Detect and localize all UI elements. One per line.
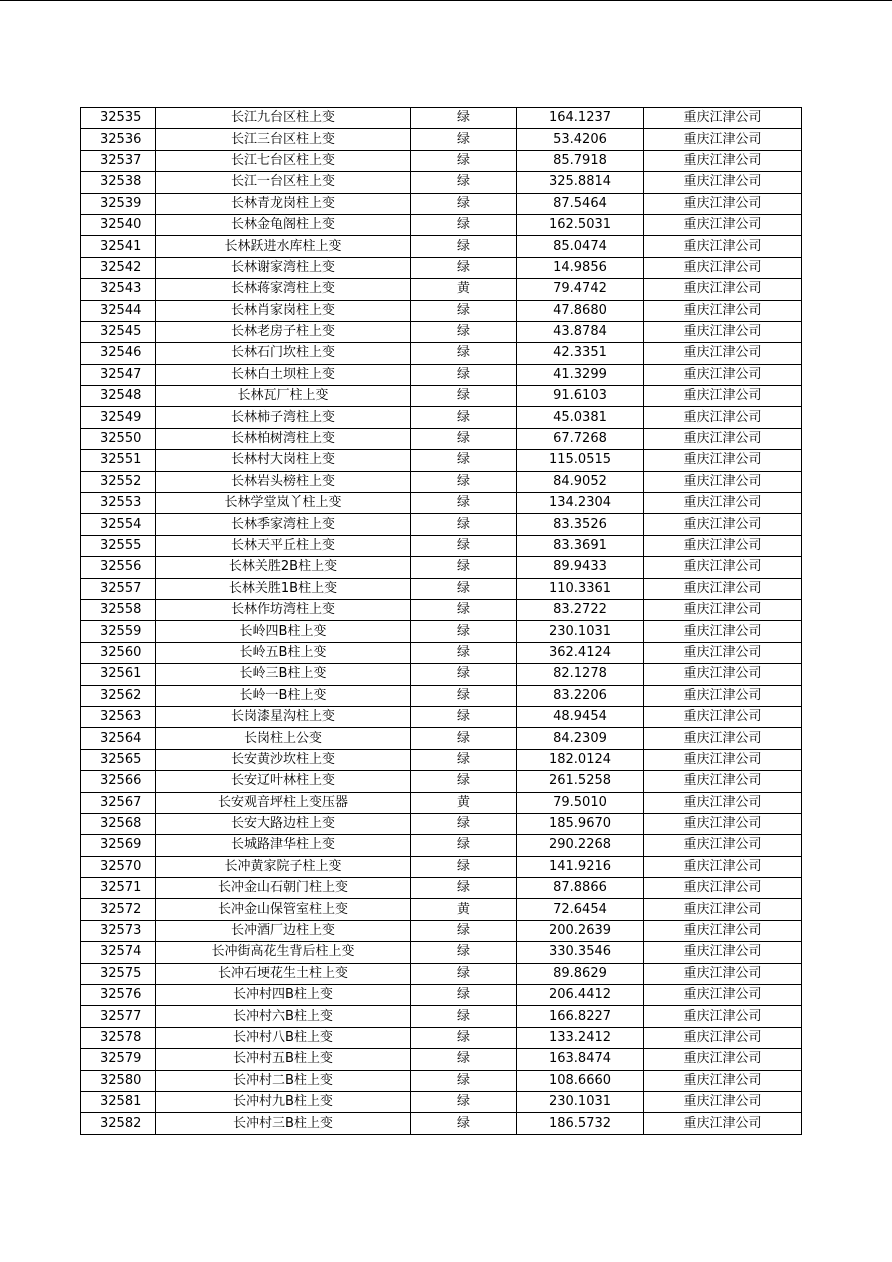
cell-id: 32565 [81,749,156,770]
cell-value: 133.2412 [517,1027,644,1048]
cell-company: 重庆江津公司 [644,621,802,642]
cell-value: 330.3546 [517,942,644,963]
cell-company: 重庆江津公司 [644,514,802,535]
cell-value: 230.1031 [517,1091,644,1112]
cell-name: 长安辽叶林柱上变 [156,771,411,792]
cell-color: 绿 [411,514,517,535]
cell-value: 164.1237 [517,108,644,129]
cell-value: 362.4124 [517,642,644,663]
cell-color: 绿 [411,985,517,1006]
cell-value: 79.4742 [517,279,644,300]
cell-company: 重庆江津公司 [644,771,802,792]
cell-company: 重庆江津公司 [644,1049,802,1070]
cell-company: 重庆江津公司 [644,535,802,556]
cell-value: 290.2268 [517,835,644,856]
cell-color: 绿 [411,236,517,257]
table-row [81,920,802,941]
table-row [81,343,802,364]
cell-id: 32541 [81,236,156,257]
cell-company: 重庆江津公司 [644,1027,802,1048]
cell-name: 长冲酒厂边柱上变 [156,920,411,941]
cell-id: 32535 [81,108,156,129]
transformer-table [80,107,802,1135]
cell-id: 32576 [81,985,156,1006]
cell-value: 83.2722 [517,599,644,620]
cell-company: 重庆江津公司 [644,792,802,813]
cell-color: 绿 [411,664,517,685]
cell-company: 重庆江津公司 [644,343,802,364]
cell-name: 长冲金山石朝门柱上变 [156,878,411,899]
cell-value: 53.4206 [517,129,644,150]
table-row [81,193,802,214]
cell-color: 绿 [411,1006,517,1027]
cell-company: 重庆江津公司 [644,471,802,492]
cell-value: 141.9216 [517,856,644,877]
table-row [81,279,802,300]
cell-value: 47.8680 [517,300,644,321]
cell-company: 重庆江津公司 [644,599,802,620]
cell-value: 83.2206 [517,685,644,706]
cell-id: 32569 [81,835,156,856]
cell-value: 89.9433 [517,557,644,578]
cell-color: 绿 [411,813,517,834]
cell-color: 绿 [411,150,517,171]
cell-name: 长林青龙岗柱上变 [156,193,411,214]
cell-color: 绿 [411,172,517,193]
cell-value: 43.8784 [517,321,644,342]
table-row [81,856,802,877]
table-row [81,1091,802,1112]
cell-id: 32561 [81,664,156,685]
cell-name: 长林关胜1B柱上变 [156,578,411,599]
cell-id: 32545 [81,321,156,342]
cell-value: 82.1278 [517,664,644,685]
cell-name: 长岗柱上公变 [156,728,411,749]
cell-name: 长冲村二B柱上变 [156,1070,411,1091]
cell-color: 绿 [411,728,517,749]
cell-id: 32564 [81,728,156,749]
cell-company: 重庆江津公司 [644,728,802,749]
cell-company: 重庆江津公司 [644,578,802,599]
cell-name: 长林金龟阁柱上变 [156,214,411,235]
cell-color: 黄 [411,279,517,300]
cell-color: 绿 [411,535,517,556]
cell-company: 重庆江津公司 [644,1091,802,1112]
cell-color: 绿 [411,1027,517,1048]
table-row [81,835,802,856]
cell-id: 32537 [81,150,156,171]
table-row [81,942,802,963]
cell-company: 重庆江津公司 [644,1006,802,1027]
table-body [81,108,802,1135]
cell-id: 32544 [81,300,156,321]
cell-color: 绿 [411,1091,517,1112]
cell-company: 重庆江津公司 [644,856,802,877]
cell-company: 重庆江津公司 [644,963,802,984]
cell-id: 32554 [81,514,156,535]
cell-value: 87.5464 [517,193,644,214]
cell-color: 绿 [411,835,517,856]
cell-value: 85.7918 [517,150,644,171]
cell-id: 32573 [81,920,156,941]
cell-company: 重庆江津公司 [644,150,802,171]
cell-value: 89.8629 [517,963,644,984]
cell-company: 重庆江津公司 [644,236,802,257]
cell-value: 83.3691 [517,535,644,556]
cell-id: 32575 [81,963,156,984]
cell-name: 长林蒋家湾柱上变 [156,279,411,300]
table-row [81,728,802,749]
cell-color: 绿 [411,407,517,428]
cell-id: 32577 [81,1006,156,1027]
table-row [81,878,802,899]
cell-company: 重庆江津公司 [644,172,802,193]
cell-color: 绿 [411,685,517,706]
cell-value: 14.9856 [517,257,644,278]
cell-company: 重庆江津公司 [644,214,802,235]
cell-name: 长林老房子柱上变 [156,321,411,342]
table-row [81,214,802,235]
cell-company: 重庆江津公司 [644,749,802,770]
cell-name: 长江七台区柱上变 [156,150,411,171]
table-row [81,599,802,620]
table-row [81,706,802,727]
cell-value: 200.2639 [517,920,644,941]
cell-name: 长岭一B柱上变 [156,685,411,706]
table-row [81,172,802,193]
cell-company: 重庆江津公司 [644,1070,802,1091]
cell-company: 重庆江津公司 [644,193,802,214]
cell-name: 长林天平丘柱上变 [156,535,411,556]
cell-name: 长林瓦厂柱上变 [156,386,411,407]
cell-id: 32579 [81,1049,156,1070]
table-row [81,685,802,706]
cell-company: 重庆江津公司 [644,985,802,1006]
cell-value: 182.0124 [517,749,644,770]
cell-value: 83.3526 [517,514,644,535]
cell-name: 长江一台区柱上变 [156,172,411,193]
cell-name: 长安黄沙坎柱上变 [156,749,411,770]
cell-name: 长安大路边柱上变 [156,813,411,834]
cell-value: 162.5031 [517,214,644,235]
cell-name: 长冲村六B柱上变 [156,1006,411,1027]
cell-company: 重庆江津公司 [644,364,802,385]
cell-company: 重庆江津公司 [644,279,802,300]
cell-value: 134.2304 [517,493,644,514]
cell-company: 重庆江津公司 [644,557,802,578]
table-row [81,1113,802,1134]
table-row [81,813,802,834]
cell-company: 重庆江津公司 [644,321,802,342]
cell-value: 115.0515 [517,450,644,471]
cell-name: 长岭三B柱上变 [156,664,411,685]
cell-company: 重庆江津公司 [644,108,802,129]
cell-color: 绿 [411,364,517,385]
table-row [81,1027,802,1048]
cell-name: 长林学堂岚丫柱上变 [156,493,411,514]
cell-company: 重庆江津公司 [644,129,802,150]
cell-color: 绿 [411,642,517,663]
cell-name: 长林岩头榜柱上变 [156,471,411,492]
cell-name: 长冲金山保管室柱上变 [156,899,411,920]
cell-id: 32549 [81,407,156,428]
cell-color: 绿 [411,1049,517,1070]
cell-color: 绿 [411,1113,517,1134]
cell-value: 84.2309 [517,728,644,749]
cell-value: 110.3361 [517,578,644,599]
cell-value: 91.6103 [517,386,644,407]
cell-company: 重庆江津公司 [644,1113,802,1134]
cell-name: 长冲村九B柱上变 [156,1091,411,1112]
cell-color: 绿 [411,428,517,449]
cell-name: 长冲村四B柱上变 [156,985,411,1006]
cell-id: 32570 [81,856,156,877]
table-row [81,471,802,492]
cell-color: 绿 [411,300,517,321]
table-row [81,129,802,150]
cell-color: 绿 [411,129,517,150]
cell-id: 32568 [81,813,156,834]
cell-value: 325.8814 [517,172,644,193]
cell-name: 长林作坊湾柱上变 [156,599,411,620]
table-row [81,963,802,984]
cell-color: 绿 [411,450,517,471]
cell-id: 32546 [81,343,156,364]
cell-company: 重庆江津公司 [644,920,802,941]
table-row [81,150,802,171]
cell-id: 32555 [81,535,156,556]
cell-id: 32581 [81,1091,156,1112]
cell-value: 108.6660 [517,1070,644,1091]
cell-company: 重庆江津公司 [644,428,802,449]
cell-id: 32556 [81,557,156,578]
cell-id: 32580 [81,1070,156,1091]
cell-name: 长城路津华柱上变 [156,835,411,856]
cell-value: 79.5010 [517,792,644,813]
cell-color: 绿 [411,856,517,877]
table-row [81,257,802,278]
cell-color: 绿 [411,193,517,214]
cell-color: 绿 [411,878,517,899]
cell-name: 长林跃进水库柱上变 [156,236,411,257]
table-row [81,771,802,792]
cell-id: 32562 [81,685,156,706]
cell-color: 黄 [411,792,517,813]
cell-color: 绿 [411,343,517,364]
table-row [81,535,802,556]
cell-id: 32551 [81,450,156,471]
table-row [81,428,802,449]
cell-value: 185.9670 [517,813,644,834]
cell-company: 重庆江津公司 [644,450,802,471]
cell-name: 长冲黄家院子柱上变 [156,856,411,877]
cell-company: 重庆江津公司 [644,835,802,856]
table-row [81,642,802,663]
cell-value: 42.3351 [517,343,644,364]
cell-value: 67.7268 [517,428,644,449]
table-row [81,407,802,428]
cell-value: 87.8866 [517,878,644,899]
cell-id: 32559 [81,621,156,642]
cell-name: 长林谢家湾柱上变 [156,257,411,278]
cell-color: 绿 [411,599,517,620]
cell-value: 166.8227 [517,1006,644,1027]
table-row [81,514,802,535]
table-row [81,108,802,129]
cell-name: 长林柿子湾柱上变 [156,407,411,428]
cell-color: 绿 [411,963,517,984]
cell-id: 32558 [81,599,156,620]
cell-name: 长江三台区柱上变 [156,129,411,150]
cell-name: 长冲村五B柱上变 [156,1049,411,1070]
cell-id: 32539 [81,193,156,214]
table-row [81,557,802,578]
table-row [81,386,802,407]
cell-value: 206.4412 [517,985,644,1006]
cell-name: 长岭五B柱上变 [156,642,411,663]
cell-value: 72.6454 [517,899,644,920]
cell-color: 绿 [411,942,517,963]
table-row [81,1006,802,1027]
cell-value: 41.3299 [517,364,644,385]
cell-name: 长安观音坪柱上变压器 [156,792,411,813]
cell-id: 32536 [81,129,156,150]
table-row [81,664,802,685]
cell-color: 绿 [411,771,517,792]
cell-id: 32557 [81,578,156,599]
cell-id: 32571 [81,878,156,899]
table-row [81,749,802,770]
cell-company: 重庆江津公司 [644,493,802,514]
cell-color: 绿 [411,493,517,514]
table-row [81,985,802,1006]
cell-id: 32574 [81,942,156,963]
cell-company: 重庆江津公司 [644,706,802,727]
cell-value: 230.1031 [517,621,644,642]
cell-id: 32543 [81,279,156,300]
table-row [81,578,802,599]
cell-company: 重庆江津公司 [644,386,802,407]
cell-value: 84.9052 [517,471,644,492]
cell-id: 32547 [81,364,156,385]
cell-color: 绿 [411,214,517,235]
cell-name: 长岗漆星沟柱上变 [156,706,411,727]
table-row [81,621,802,642]
cell-color: 绿 [411,706,517,727]
table-row [81,300,802,321]
cell-color: 绿 [411,257,517,278]
cell-id: 32548 [81,386,156,407]
cell-value: 45.0381 [517,407,644,428]
cell-name: 长岭四B柱上变 [156,621,411,642]
cell-name: 长江九台区柱上变 [156,108,411,129]
table-row [81,899,802,920]
cell-color: 黄 [411,899,517,920]
cell-name: 长冲街高花生背后柱上变 [156,942,411,963]
cell-color: 绿 [411,749,517,770]
cell-name: 长林村大岗柱上变 [156,450,411,471]
cell-company: 重庆江津公司 [644,899,802,920]
cell-color: 绿 [411,471,517,492]
cell-id: 32572 [81,899,156,920]
cell-value: 48.9454 [517,706,644,727]
table-row [81,493,802,514]
cell-value: 85.0474 [517,236,644,257]
page-top-rule [0,0,892,1]
table-row [81,1049,802,1070]
cell-company: 重庆江津公司 [644,257,802,278]
cell-id: 32550 [81,428,156,449]
cell-name: 长林石门坎柱上变 [156,343,411,364]
cell-name: 长冲村三B柱上变 [156,1113,411,1134]
cell-id: 32578 [81,1027,156,1048]
cell-color: 绿 [411,386,517,407]
cell-id: 32566 [81,771,156,792]
cell-id: 32553 [81,493,156,514]
cell-name: 长林柏树湾柱上变 [156,428,411,449]
cell-company: 重庆江津公司 [644,942,802,963]
cell-company: 重庆江津公司 [644,407,802,428]
table-row [81,450,802,471]
cell-value: 163.8474 [517,1049,644,1070]
cell-name: 长林白土坝柱上变 [156,364,411,385]
cell-id: 32567 [81,792,156,813]
cell-company: 重庆江津公司 [644,664,802,685]
cell-id: 32563 [81,706,156,727]
cell-color: 绿 [411,621,517,642]
table-row [81,1070,802,1091]
cell-company: 重庆江津公司 [644,878,802,899]
cell-name: 长林季家湾柱上变 [156,514,411,535]
cell-name: 长林肖家岗柱上变 [156,300,411,321]
cell-color: 绿 [411,321,517,342]
table-row [81,792,802,813]
table-row [81,321,802,342]
cell-color: 绿 [411,557,517,578]
cell-company: 重庆江津公司 [644,685,802,706]
cell-name: 长林关胜2B柱上变 [156,557,411,578]
cell-company: 重庆江津公司 [644,300,802,321]
cell-name: 长冲村八B柱上变 [156,1027,411,1048]
cell-id: 32542 [81,257,156,278]
cell-color: 绿 [411,108,517,129]
cell-color: 绿 [411,1070,517,1091]
cell-id: 32560 [81,642,156,663]
table-row [81,364,802,385]
cell-color: 绿 [411,920,517,941]
cell-color: 绿 [411,578,517,599]
cell-value: 186.5732 [517,1113,644,1134]
cell-company: 重庆江津公司 [644,813,802,834]
cell-id: 32540 [81,214,156,235]
cell-company: 重庆江津公司 [644,642,802,663]
cell-id: 32538 [81,172,156,193]
table-row [81,236,802,257]
cell-value: 261.5258 [517,771,644,792]
cell-id: 32552 [81,471,156,492]
cell-name: 长冲石埂花生土柱上变 [156,963,411,984]
cell-id: 32582 [81,1113,156,1134]
